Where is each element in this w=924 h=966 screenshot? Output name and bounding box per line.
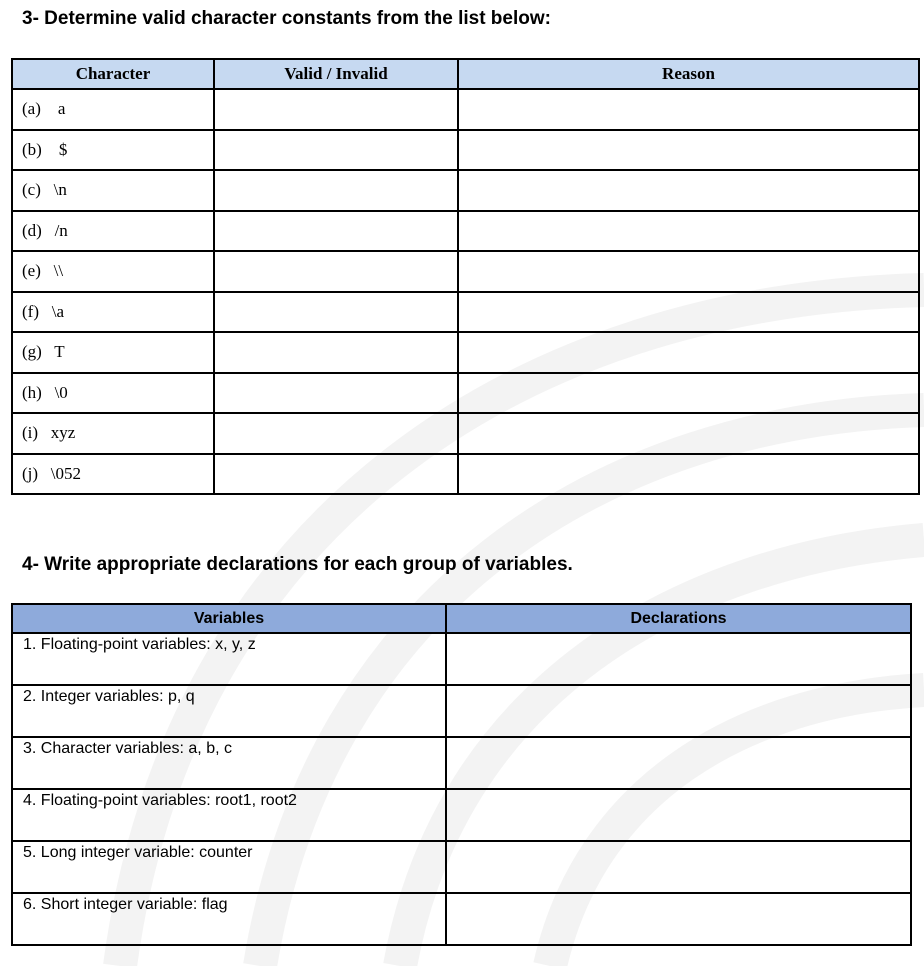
table-row <box>12 789 911 841</box>
character-cell: (c) \n <box>12 170 214 211</box>
valid-cell[interactable] <box>214 170 458 211</box>
reason-cell[interactable] <box>458 170 919 211</box>
table-row <box>12 413 919 454</box>
table-row <box>12 211 919 252</box>
declaration-cell[interactable] <box>446 737 911 789</box>
valid-cell[interactable] <box>214 251 458 292</box>
variables-cell: 5. Long integer variable: counter <box>12 841 446 893</box>
variables-cell: 2. Integer variables: p, q <box>12 685 446 737</box>
header-valid-invalid: Valid / Invalid <box>214 59 458 89</box>
character-cell: (b) $ <box>12 130 214 171</box>
table-row <box>12 89 919 130</box>
variables-cell: 6. Short integer variable: flag <box>12 893 446 945</box>
reason-cell[interactable] <box>458 130 919 171</box>
reason-cell[interactable] <box>458 332 919 373</box>
variables-cell: 1. Floating-point variables: x, y, z <box>12 633 446 685</box>
table-row <box>12 130 919 171</box>
character-cell: (i) xyz <box>12 413 214 454</box>
character-cell: (a) a <box>12 89 214 130</box>
reason-cell[interactable] <box>458 251 919 292</box>
table-row <box>12 685 911 737</box>
valid-cell[interactable] <box>214 89 458 130</box>
declaration-cell[interactable] <box>446 841 911 893</box>
reason-cell[interactable] <box>458 292 919 333</box>
header-character: Character <box>12 59 214 89</box>
reason-cell[interactable] <box>458 89 919 130</box>
variables-cell: 3. Character variables: a, b, c <box>12 737 446 789</box>
reason-cell[interactable] <box>458 373 919 414</box>
valid-cell[interactable] <box>214 130 458 171</box>
declaration-cell[interactable] <box>446 789 911 841</box>
table-row <box>12 737 911 789</box>
character-cell: (g) T <box>12 332 214 373</box>
table-row <box>12 170 919 211</box>
header-variables: Variables <box>12 604 446 633</box>
table-row <box>12 373 919 414</box>
declaration-cell[interactable] <box>446 633 911 685</box>
character-cell: (d) /n <box>12 211 214 252</box>
character-cell: (e) \\ <box>12 251 214 292</box>
header-declarations: Declarations <box>446 604 911 633</box>
reason-cell[interactable] <box>458 211 919 252</box>
character-constants-table <box>11 58 920 495</box>
character-cell: (f) \a <box>12 292 214 333</box>
reason-cell[interactable] <box>458 454 919 495</box>
valid-cell[interactable] <box>214 413 458 454</box>
table-row <box>12 841 911 893</box>
character-cell: (j) \052 <box>12 454 214 495</box>
declaration-cell[interactable] <box>446 685 911 737</box>
section-3-title: 3- Determine valid character constants from the list below: <box>22 8 551 29</box>
valid-cell[interactable] <box>214 292 458 333</box>
table-row <box>12 454 919 495</box>
table-row <box>12 332 919 373</box>
character-cell: (h) \0 <box>12 373 214 414</box>
valid-cell[interactable] <box>214 373 458 414</box>
valid-cell[interactable] <box>214 211 458 252</box>
table-row <box>12 292 919 333</box>
header-reason: Reason <box>458 59 919 89</box>
table-row <box>12 633 911 685</box>
variables-cell: 4. Floating-point variables: root1, root2 <box>12 789 446 841</box>
declarations-table <box>11 603 912 946</box>
reason-cell[interactable] <box>458 413 919 454</box>
table-header-row <box>12 604 911 633</box>
table-row <box>12 251 919 292</box>
section-4-title: 4- Write appropriate declarations for each group of variables. <box>22 554 573 575</box>
table-row <box>12 893 911 945</box>
valid-cell[interactable] <box>214 454 458 495</box>
valid-cell[interactable] <box>214 332 458 373</box>
declaration-cell[interactable] <box>446 893 911 945</box>
table-header-row <box>12 59 919 89</box>
